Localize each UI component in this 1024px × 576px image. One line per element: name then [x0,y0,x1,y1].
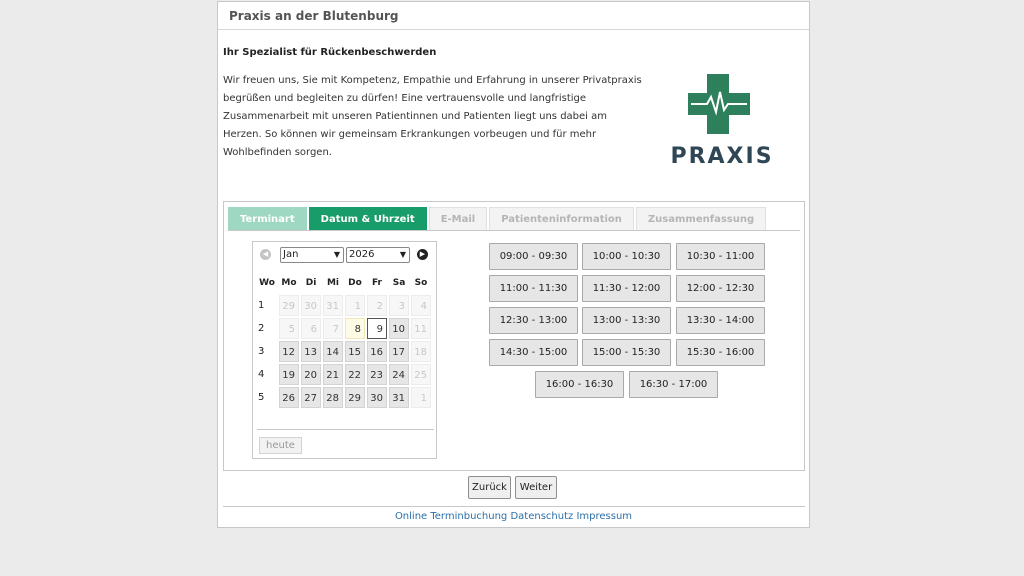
weekday-header: Di [305,278,317,288]
booking-widget [223,201,805,471]
weekday-header: Fr [371,278,382,288]
tab-email[interactable]: E-Mail [429,207,488,230]
week-number: 3 [258,346,265,357]
step-tabs [228,207,800,231]
calendar-week-row [257,387,431,408]
calendar-day[interactable]: 31 [389,387,409,408]
calendar-day[interactable]: 30 [367,387,387,408]
calendar-day: 31 [323,295,343,316]
back-button[interactable]: Zurück [468,476,511,499]
intro-headline: Ihr Spezialist für Rückenbeschwerden [223,47,437,58]
calendar-week-row [257,295,431,316]
calendar-day: 3 [389,295,409,316]
year-select-value: 2026 [349,249,375,260]
week-number: 5 [258,392,265,403]
calendar-day: 18 [411,341,431,362]
weekday-header: Sa [392,278,406,288]
weekday-header: So [414,278,428,288]
time-slot-button[interactable]: 15:30 - 16:00 [676,339,765,366]
time-slot-button[interactable]: 11:30 - 12:00 [582,275,671,302]
tab-terminart[interactable]: Terminart [228,207,307,230]
tab-zusammenfassung[interactable]: Zusammenfassung [636,207,766,230]
time-slot-button[interactable]: 13:30 - 14:00 [676,307,765,334]
calendar-day[interactable]: 23 [367,364,387,385]
calendar-day: 6 [301,318,321,339]
chevron-right-circle-icon[interactable]: ▶ [417,249,428,260]
calendar-day[interactable]: 8 [345,318,365,339]
card-title: Praxis an der Blutenburg [218,2,809,30]
time-slot-button[interactable]: 15:00 - 15:30 [582,339,671,366]
footer [218,511,809,522]
calendar-day[interactable]: 14 [323,341,343,362]
calendar-day[interactable]: 12 [279,341,299,362]
booking-card [217,1,810,528]
year-select[interactable] [346,247,410,263]
week-number: 1 [258,300,265,311]
weekday-header: Wo [259,278,275,288]
time-slot-button[interactable]: 14:30 - 15:00 [489,339,578,366]
week-number: 4 [258,369,265,380]
calendar-day[interactable]: 17 [389,341,409,362]
weekday-header: Mo [281,278,297,288]
footer-divider [223,506,805,507]
calendar-day[interactable]: 29 [345,387,365,408]
datepicker-divider [257,429,434,430]
calendar-day: 25 [411,364,431,385]
chevron-down-icon: ▼ [333,250,340,259]
chevron-left-circle-icon[interactable]: ◀ [260,249,271,260]
calendar-day: 5 [279,318,299,339]
intro-text: Wir freuen uns, Sie mit Kompetenz, Empathie und Erfahrung in unserer Privatpraxis begrüßen und begleiten zu dürfen! Eine vertrauensvolle und langfristige Zusammenarbeit mit unseren Patientinnen und Patienten liegt uns dabei am Herzen. So können wir gemeinsam Erkrankungen vorbeugen und für mehr Wohlbefinden sorgen. [223,75,642,158]
calendar-day: 7 [323,318,343,339]
calendar-day: 29 [279,295,299,316]
footer-link-terminbuchung[interactable]: Online Terminbuchung [394,511,508,522]
calendar-day[interactable]: 27 [301,387,321,408]
calendar-day: 1 [411,387,431,408]
weekday-header: Do [348,278,362,288]
time-slot-button[interactable]: 13:00 - 13:30 [582,307,671,334]
calendar-day[interactable]: 20 [301,364,321,385]
calendar-day[interactable]: 15 [345,341,365,362]
time-slot-button[interactable]: 09:00 - 09:30 [489,243,578,270]
calendar-day: 4 [411,295,431,316]
calendar-day-selected[interactable]: 9 [367,318,387,339]
calendar-day[interactable]: 21 [323,364,343,385]
next-button[interactable]: Weiter [515,476,557,499]
datepicker [252,241,437,459]
time-slot-button[interactable]: 11:00 - 11:30 [489,275,578,302]
month-select-value: Jan [283,249,299,260]
time-slot-button[interactable]: 10:00 - 10:30 [582,243,671,270]
calendar-week-row [257,318,431,339]
footer-link-datenschutz[interactable]: Datenschutz [510,511,574,522]
praxis-logo [667,72,777,172]
time-slot-button[interactable]: 16:30 - 17:00 [629,371,718,398]
calendar-day: 1 [345,295,365,316]
week-number: 2 [258,323,265,334]
calendar-day: 11 [411,318,431,339]
time-slot-button[interactable]: 12:00 - 12:30 [676,275,765,302]
tab-patienteninformation[interactable]: Patienteninformation [489,207,634,230]
calendar-day[interactable]: 19 [279,364,299,385]
time-slot-button[interactable]: 12:30 - 13:00 [489,307,578,334]
time-slot-button[interactable]: 16:00 - 16:30 [535,371,624,398]
calendar-day[interactable]: 28 [323,387,343,408]
calendar-day[interactable]: 10 [389,318,409,339]
calendar-grid [255,271,433,410]
calendar-day[interactable]: 13 [301,341,321,362]
today-button[interactable]: heute [259,437,302,454]
month-select[interactable] [280,247,344,263]
time-slot-button[interactable]: 10:30 - 11:00 [676,243,765,270]
calendar-day[interactable]: 16 [367,341,387,362]
calendar-day[interactable]: 22 [345,364,365,385]
calendar-week-row [257,364,431,385]
weekday-header: Mi [326,278,340,288]
footer-link-impressum[interactable]: Impressum [576,511,633,522]
calendar-day: 30 [301,295,321,316]
calendar-day[interactable]: 24 [389,364,409,385]
tab-datum-uhrzeit[interactable]: Datum & Uhrzeit [309,207,427,230]
calendar-day: 2 [367,295,387,316]
medical-cross-heartbeat-icon [667,72,777,142]
calendar-week-row [257,341,431,362]
calendar-day[interactable]: 26 [279,387,299,408]
logo-wordmark: PRAXIS [670,144,774,169]
chevron-down-icon: ▼ [399,250,406,259]
datepicker-header [253,242,436,268]
